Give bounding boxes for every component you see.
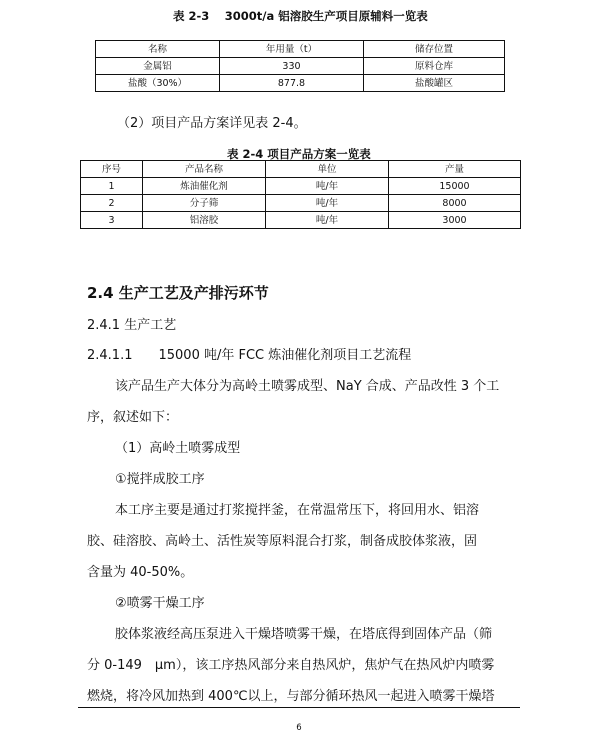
table-cell: 吨/年 — [266, 178, 389, 195]
body-line: 序，叙述如下： — [87, 410, 179, 425]
subsubsection-heading: 2.4.1.1 15000 吨/年 FCC 炼油催化剂项目工艺流程 — [87, 348, 412, 363]
table-cell: 吨/年 — [266, 212, 389, 229]
subsection-heading: 2.4.1 生产工艺 — [87, 318, 177, 333]
body-line: 胶体浆液经高压泵进入干燥塔喷雾干燥，在塔底得到固体产品（筛 — [115, 627, 493, 642]
table-header-cell: 储存位置 — [364, 41, 505, 58]
section-heading: 2.4 生产工艺及产排污环节 — [87, 284, 269, 302]
step-heading: ②喷雾干燥工序 — [115, 596, 205, 611]
table-header-row — [81, 161, 521, 178]
table-header-cell: 名称 — [96, 41, 220, 58]
page-number: 6 — [296, 723, 302, 733]
footer-divider — [78, 707, 520, 708]
body-line: 燃烧，将冷风加热到 400℃以上，与部分循环热风一起进入喷雾干燥塔 — [87, 689, 495, 704]
process-heading: （1）高岭土喷雾成型 — [115, 441, 241, 456]
table-row — [81, 178, 521, 195]
table-cell: 15000 — [389, 178, 521, 195]
table-cell: 3000 — [389, 212, 521, 229]
table-2-3-caption: 表 2-3 3000t/a 铝溶胶生产项目原辅料一览表 — [173, 9, 428, 23]
table-cell: 8000 — [389, 195, 521, 212]
table-header-cell: 产品名称 — [143, 161, 266, 178]
table-cell: 1 — [81, 178, 143, 195]
table-cell: 吨/年 — [266, 195, 389, 212]
table-cell: 2 — [81, 195, 143, 212]
table-cell: 330 — [220, 58, 364, 75]
table-cell: 分子筛 — [143, 195, 266, 212]
table-row — [96, 58, 505, 75]
table-row — [96, 75, 505, 92]
table-row — [81, 195, 521, 212]
body-line: 本工序主要是通过打浆搅拌釜，在常温常压下，将回用水、铝溶 — [115, 503, 480, 518]
table-header-cell: 序号 — [81, 161, 143, 178]
table-cell: 3 — [81, 212, 143, 229]
body-line: 该产品生产大体分为高岭土喷雾成型、NaY 合成、产品改性 3 个工 — [115, 379, 500, 394]
table-2-3 — [95, 40, 505, 92]
scheme-paragraph: （2）项目产品方案详见表 2-4。 — [117, 116, 307, 131]
table-cell: 盐酸（30%） — [96, 75, 220, 92]
table-header-row — [96, 41, 505, 58]
table-cell: 炼油催化剂 — [143, 178, 266, 195]
table-cell: 盐酸罐区 — [364, 75, 505, 92]
table-2-4 — [80, 160, 521, 229]
table-header-cell: 产量 — [389, 161, 521, 178]
table-cell: 金属铝 — [96, 58, 220, 75]
body-line: 胶、硅溶胶、高岭土、活性炭等原料混合打浆，制备成胶体浆液，固 — [87, 534, 478, 549]
table-header-cell: 年用量（t） — [220, 41, 364, 58]
table-header-cell: 单位 — [266, 161, 389, 178]
body-line: 分 0-149 μm），该工序热风部分来自热风炉，焦炉气在热风炉内喷雾 — [87, 658, 495, 673]
step-heading: ①搅拌成胶工序 — [115, 472, 205, 487]
table-2-4-caption: 表 2-4 项目产品方案一览表 — [227, 147, 371, 161]
body-line: 含量为 40-50%。 — [87, 565, 194, 580]
table-cell: 877.8 — [220, 75, 364, 92]
table-cell: 原料仓库 — [364, 58, 505, 75]
table-row — [81, 212, 521, 229]
table-cell: 铝溶胶 — [143, 212, 266, 229]
